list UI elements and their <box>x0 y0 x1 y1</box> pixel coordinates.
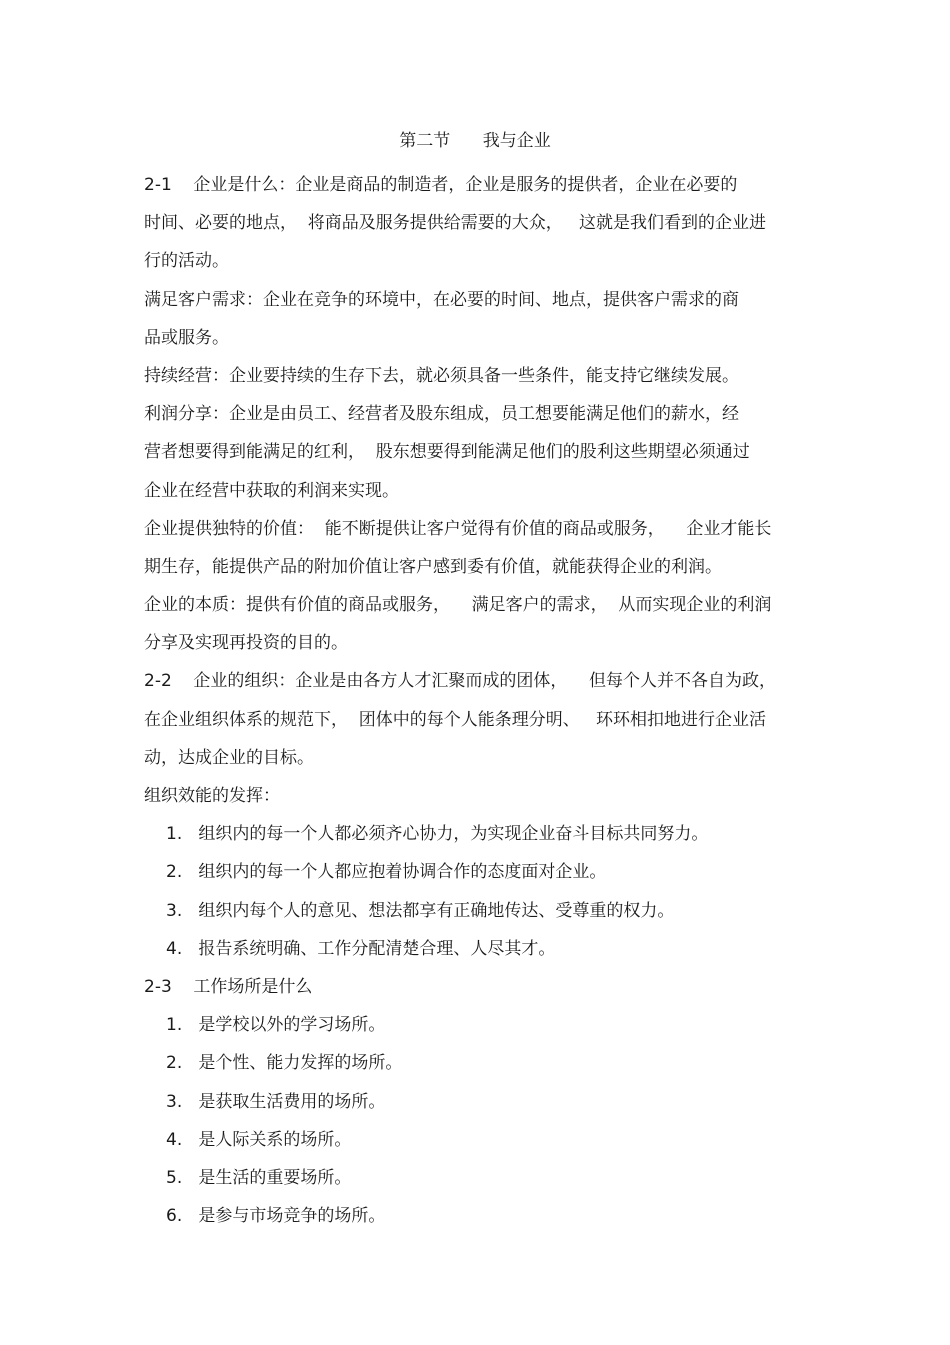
paragraph-line: 2-2 企业的组织：企业是由各方人才汇聚而成的团体， 但每个人并不各自为政， <box>144 671 776 692</box>
list-item: 2. 是个性、能力发挥的场所。 <box>166 1053 403 1074</box>
paragraph-line: 在企业组织体系的规范下， 团体中的每个人能条理分明、 环环相扣地进行企业活 <box>144 709 767 730</box>
paragraph-line: 组织效能的发挥： <box>144 786 280 806</box>
list-item: 6. 是参与市场竞争的场所。 <box>166 1206 386 1227</box>
list-item: 4. 报告系统明确、工作分配清楚合理、人尽其才。 <box>166 938 556 959</box>
paragraph-line: 持续经营：企业要持续的生存下去，就必须具备一些条件，能支持它继续发展。 <box>144 365 739 386</box>
list-item: 5. 是生活的重要场所。 <box>166 1167 352 1188</box>
list-item: 3. 组织内每个人的意见、想法都享有正确地传达、受尊重的权力。 <box>166 900 675 921</box>
section-heading: 2-3 工作场所是什么 <box>144 976 313 997</box>
list-item: 1. 组织内的每一个人都必须齐心协力，为实现企业奋斗目标共同努力。 <box>166 824 709 845</box>
list-item: 3. 是获取生活费用的场所。 <box>166 1091 386 1112</box>
list-item: 4. 是人际关系的场所。 <box>166 1129 352 1150</box>
paragraph-line: 利润分享：企业是由员工、经营者及股东组成，员工想要能满足他们的薪水，经 <box>144 404 739 425</box>
document-body <box>144 166 806 1235</box>
paragraph-line: 期生存，能提供产品的附加价值让客户感到委有价值，就能获得企业的利润。 <box>144 556 722 577</box>
paragraph-line: 企业在经营中获取的利润来实现。 <box>144 480 399 501</box>
paragraph-line: 时间、必要的地点， 将商品及服务提供给需要的大众， 这就是我们看到的企业进 <box>144 213 767 234</box>
paragraph-line: 品或服务。 <box>144 327 229 348</box>
paragraph-line: 动，达成企业的目标。 <box>144 747 314 768</box>
list-item: 2. 组织内的每一个人都应抱着协调合作的态度面对企业。 <box>166 862 607 883</box>
paragraph-line: 营者想要得到能满足的红利， 股东想要得到能满足他们的股利这些期望必须通过 <box>144 442 750 463</box>
section-title: 第二节 我与企业 <box>399 131 551 151</box>
paragraph-line: 行的活动。 <box>144 251 229 272</box>
paragraph-line: 企业的本质：提供有价值的商品或服务， 满足客户的需求， 从而实现企业的利润 <box>144 595 772 616</box>
paragraph-line: 企业提供独特的价值： 能不断提供让客户觉得有价值的商品或服务， 企业才能长 <box>144 518 772 539</box>
paragraph-line: 分享及实现再投资的目的。 <box>144 633 348 654</box>
list-item: 1. 是学校以外的学习场所。 <box>166 1015 386 1036</box>
paragraph-line: 满足客户需求：企业在竞争的环境中，在必要的时间、地点，提供客户需求的商 <box>144 289 739 310</box>
paragraph-line: 2-1 企业是什么：企业是商品的制造者，企业是服务的提供者，企业在必要的 <box>144 175 738 195</box>
